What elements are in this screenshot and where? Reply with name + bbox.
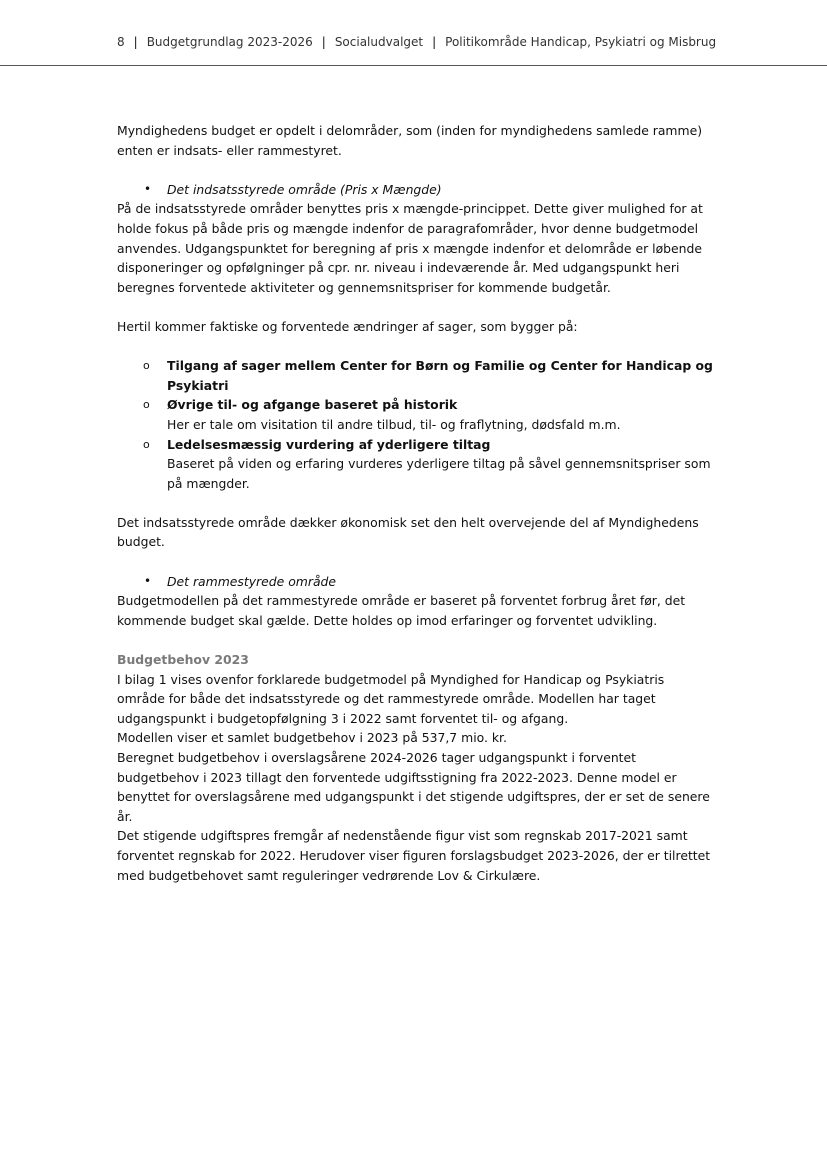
sub-list bbox=[117, 356, 713, 493]
paragraph: Budgetmodellen på det rammestyrede område er baseret på forventet forbrug året før, det kommende budget skal gælde. Dette holdes op imod erfaringer og forventet udvikling. bbox=[117, 593, 686, 628]
paragraph: Det indsatsstyrede område dækker økonomisk set den helt overvejende del af Myndighedens budget. bbox=[117, 514, 699, 550]
paragraph: På de indsatsstyrede områder benyttes pris x mængde-princippet. Dette giver mulighed for at holde fokus på både pris og mængde indenfor de paragrafområder, hvor denne budgetmodel anvendes. Udgangspunktet for beregning af pris x mængde indenfor et delområde er løbende disponeringer og opfølgninger på cpr. nr. niveau i indeværende år. Med udgangspunkt heri beregnes forventede aktiviteter og gennemsnitspriser for kommende budgetår. bbox=[117, 201, 703, 295]
list-item bbox=[117, 356, 713, 395]
bullet-item bbox=[117, 572, 713, 592]
bullet-title: Det indsatsstyrede område (Pris x Mængde) bbox=[167, 181, 442, 197]
bullet-dot-icon: • bbox=[144, 573, 152, 588]
list-item-text: Baseret på viden og erfaring vurderes yderligere tiltag på såvel gennemsnitspriser som på mængder. bbox=[167, 456, 711, 491]
list-item bbox=[117, 395, 713, 434]
bullet-item bbox=[117, 180, 713, 200]
paragraph: I bilag 1 vises ovenfor forklarede budgetmodel på Myndighed for Handicap og Psykiatris område for både det indsatsstyrede og det rammestyrede område. Modellen har taget udgangspunkt i budgetopfølgning 3 i 2022 samt forventet til- og afgang. bbox=[117, 671, 665, 726]
bullet-title: Det rammestyrede område bbox=[167, 573, 337, 589]
circle-bullet-icon: o bbox=[143, 398, 150, 412]
header-divider bbox=[0, 65, 827, 66]
list-item bbox=[117, 435, 713, 494]
list-item-title: Tilgang af sager mellem Center for Børn og Familie og Center for Handicap og Psykiatri bbox=[167, 358, 713, 393]
paragraph: Det stigende udgiftspres fremgår af nedenstående figur vist som regnskab 2017-2021 samt forventet regnskab for 2022. Herudover viser figuren forslagsbudget 2023-2026, der er tilrettet med budgetbehovet samt reguleringer vedrørende Lov & Cirkulære. bbox=[117, 828, 711, 883]
list-item-text: Her er tale om visitation til andre tilbud, til- og fraflytning, dødsfald m.m. bbox=[167, 416, 621, 432]
circle-bullet-icon: o bbox=[143, 437, 150, 451]
header-separator: | bbox=[432, 35, 437, 49]
circle-bullet-icon: o bbox=[143, 359, 150, 373]
committee-name: Socialudvalget bbox=[334, 35, 424, 49]
section-heading: Budgetbehov 2023 bbox=[117, 652, 249, 668]
header-separator: | bbox=[133, 35, 138, 49]
list-item-title: Øvrige til- og afgange baseret på historik bbox=[167, 397, 458, 413]
page-header bbox=[117, 35, 716, 49]
policy-area: Politikområde Handicap, Psykiatri og Misbrug bbox=[445, 35, 717, 49]
intro-paragraph: Myndighedens budget er opdelt i delområder, som (inden for myndighedens samlede ramme) enten er indsats- eller rammestyret. bbox=[117, 123, 703, 158]
paragraph: Modellen viser et samlet budgetbehov i 2023 på 537,7 mio. kr. bbox=[117, 730, 507, 746]
bullet-dot-icon: • bbox=[144, 181, 152, 196]
header-separator: | bbox=[321, 35, 326, 49]
paragraph: Beregnet budgetbehov i overslagsårene 2024-2026 tager udgangspunkt i forventet budgetbehov i 2023 tillagt den forventede udgiftsstigning fra 2022-2023. Denne model er benyttet for overslagsårene med udgangspunkt i det stigende udgiftspres, der er set de senere år. bbox=[117, 750, 710, 824]
page-content bbox=[117, 121, 713, 885]
list-item-title: Ledelsesmæssig vurdering af yderligere tiltag bbox=[167, 436, 491, 452]
paragraph: Hertil kommer faktiske og forventede ændringer af sager, som bygger på: bbox=[117, 318, 578, 334]
page-number: 8 bbox=[117, 35, 125, 49]
document-title: Budgetgrundlag 2023-2026 bbox=[146, 35, 313, 49]
